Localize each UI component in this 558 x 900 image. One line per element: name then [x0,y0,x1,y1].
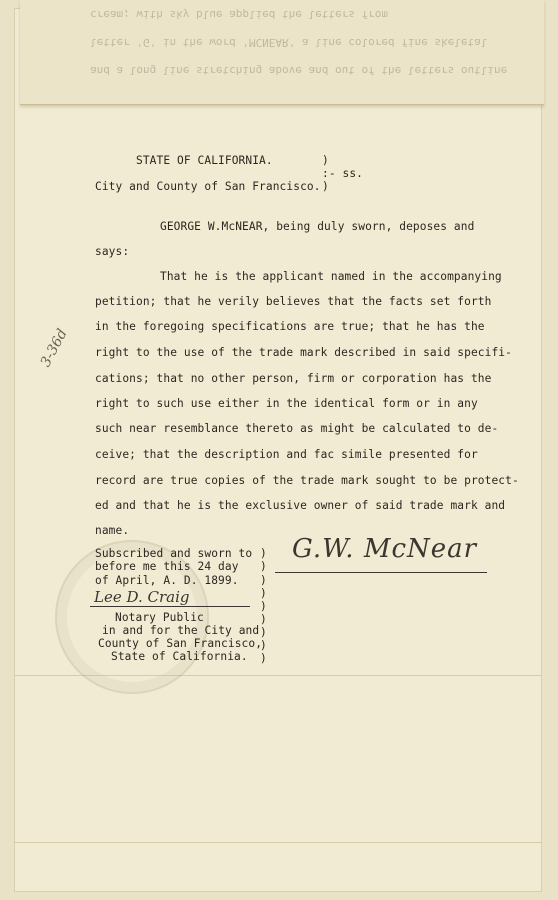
notary-title: Notary Public [115,611,204,624]
notary-signature-line [90,606,250,607]
jurat-paren: ) [260,574,267,587]
body-line: That he is the applicant named in the accompanying [160,270,502,283]
affiant-intro-cont: says: [95,245,130,258]
venue-paren: ) [322,154,329,167]
folded-flap [20,0,544,105]
jurat-paren: ) [260,613,267,626]
body-line: right to the use of the trade mark described in said specifi- [95,346,512,359]
fold-crease [14,842,542,843]
body-line: in the foregoing specifications are true; that he has the [95,320,485,333]
body-line: ed and that he is the exclusive owner of said trade mark and [95,499,506,512]
venue-ss: :- ss. [322,167,364,180]
flap-bleed-line: cream; with sky blue applied the letters from [90,8,389,21]
venue-county: City and County of San Francisco. [95,180,321,193]
notary-title: County of San Francisco, [98,637,263,650]
body-line: right to such use either in the identical form or in any [95,397,478,410]
jurat-paren: ) [260,600,267,613]
jurat-line: before me this 24 day [95,560,239,573]
applicant-signature: G.W. McNear [292,534,478,564]
flap-bleed-line: letter 'G' in the word 'MCNEAR' a line colored fine skeletal [90,36,488,49]
body-line: name. [95,524,130,537]
body-line: petition; that he verily believes that the facts set forth [95,295,492,308]
venue-paren: ) [322,180,329,193]
venue-state: STATE OF CALIFORNIA. [136,154,273,167]
notary-title: State of California. [111,650,248,663]
body-line: ceive; that the description and fac simile presented for [95,448,478,461]
flap-bleed-line: and a long line stretching above and out of the letters outline [90,64,508,77]
body-line: such near resemblance thereto as might be calculated to de- [95,422,499,435]
jurat-line: of April, A. D. 1899. [95,574,239,587]
affiant-intro: GEORGE W.McNEAR, being duly sworn, deposes and [160,220,475,233]
jurat-paren: ) [260,652,267,665]
jurat-paren: ) [260,547,267,560]
notary-signature: Lee D. Craig [94,588,190,606]
margin-handwritten-note: 3-36d [37,326,71,370]
jurat-paren: ) [260,587,267,600]
jurat-line: Subscribed and sworn to [95,547,253,560]
applicant-signature-line [275,572,487,573]
body-line: record are true copies of the trade mark sought to be protect- [95,474,519,487]
jurat-paren: ) [260,639,267,652]
jurat-paren: ) [260,560,267,573]
notary-title: in and for the City and [102,624,260,637]
body-line: cations; that no other person, firm or corporation has the [95,372,492,385]
jurat-paren: ) [260,626,267,639]
